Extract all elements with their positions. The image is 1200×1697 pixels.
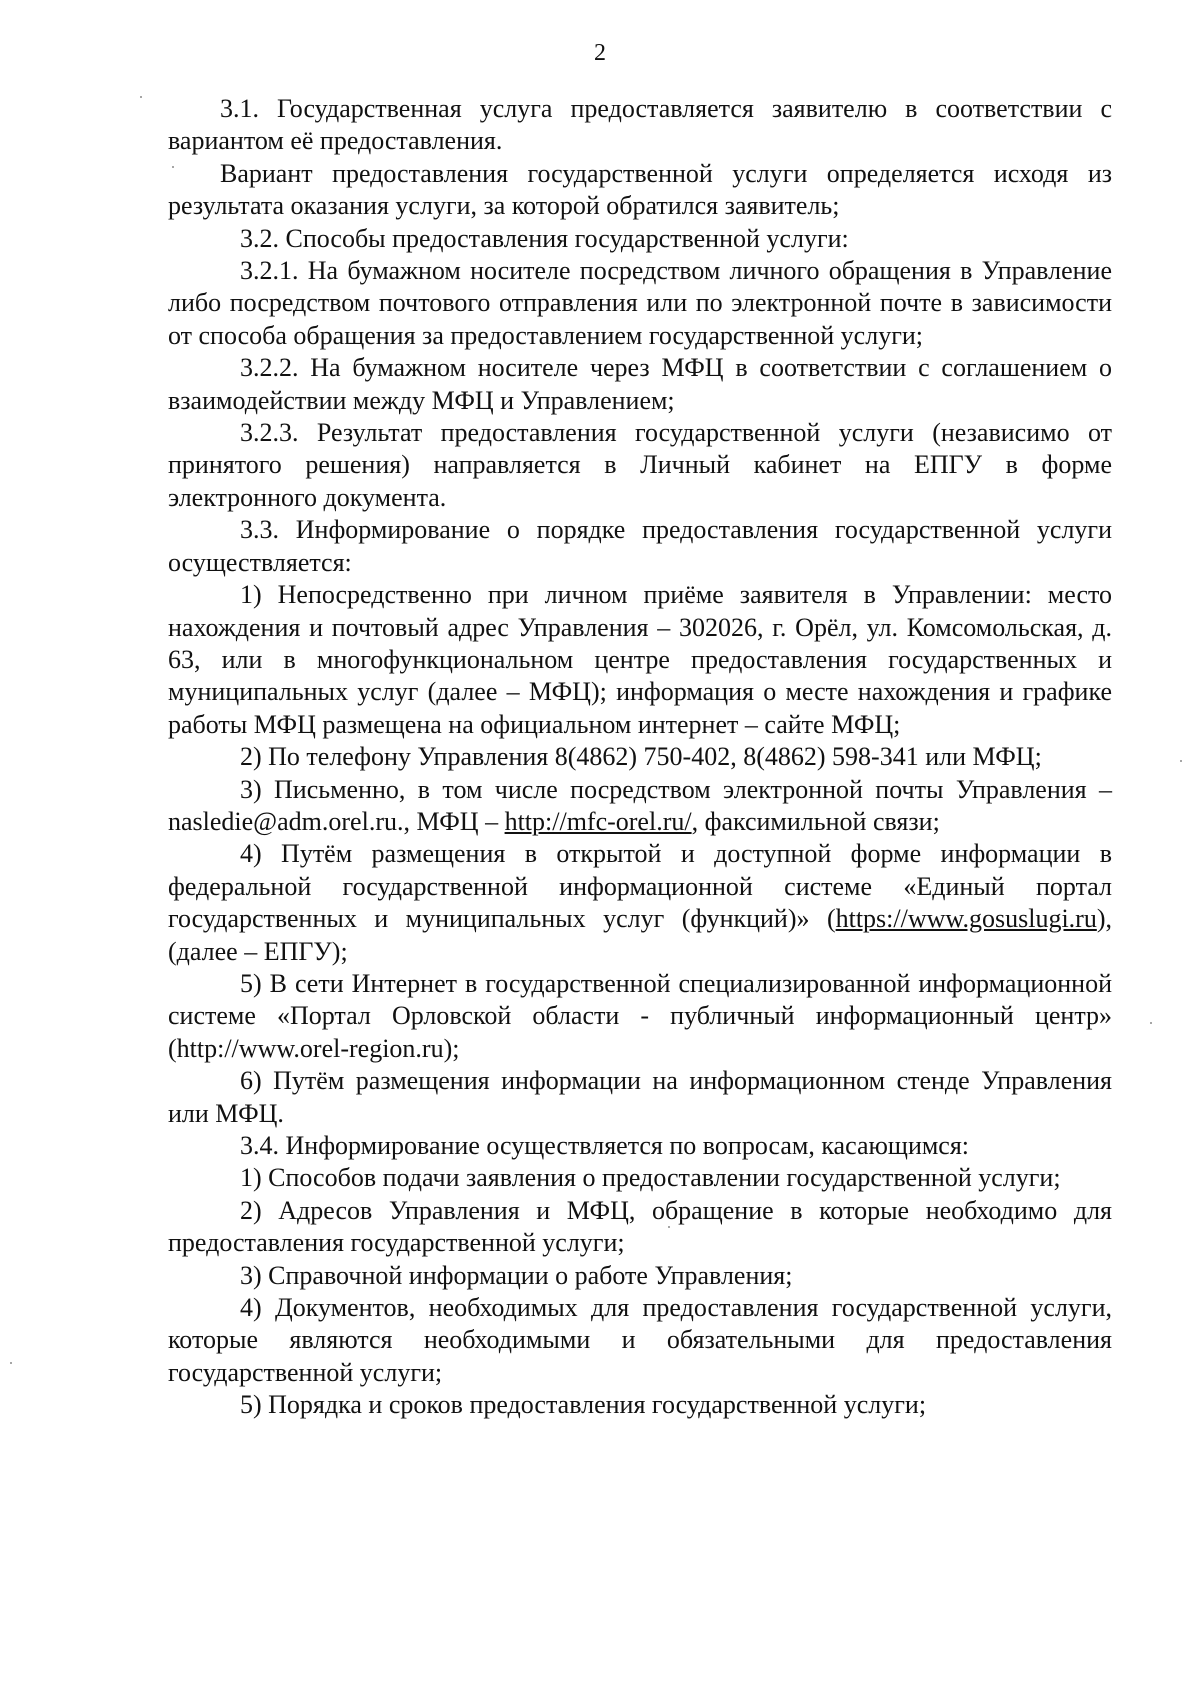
list-item-3-3-4-text: 4) Путём размещения в открытой и доступной форме информации в федеральной государственной информационной системе «Единый портал государственных и муниципальных услуг (функций)» ( bbox=[168, 839, 1112, 934]
list-item-3-3-3-text: 3) Письменно, в том числе посредством электронной почты Управления – nasledie@adm.orel.ru., МФЦ – bbox=[168, 774, 1112, 836]
list-item-3-4-4: 4) Документов, необходимых для предоставления государственной услуги, которые являются необходимыми и обязательными для предоставления государственной услуги; bbox=[168, 1293, 1112, 1387]
list-item-3-3-4 bbox=[168, 838, 1112, 968]
list-item-3-4-1: 1) Способов подачи заявления о предоставлении государственной услуги; bbox=[240, 1163, 1061, 1193]
paragraph-3-2: 3.2. Способы предоставления государственной услуги: bbox=[240, 223, 849, 253]
scan-speck bbox=[1150, 1022, 1152, 1024]
paragraph-3-2-2: 3.2.2. На бумажном носителе через МФЦ в соответствии с соглашением о взаимодействии между МФЦ и Управлением; bbox=[168, 353, 1112, 415]
paragraph-3-2-1: 3.2.1. На бумажном носителе посредством личного обращения в Управление либо посредством почтового отправления или по электронной почте в зависимости от способа обращения за предоставлением государственной услуги; bbox=[168, 256, 1112, 350]
scan-speck bbox=[1180, 760, 1182, 762]
gosuslugi-link[interactable]: https://www.gosuslugi.ru bbox=[835, 904, 1097, 934]
paragraph-3-1: 3.1. Государственная услуга предоставляется заявителю в соответствии с вариантом её предоставления. bbox=[168, 94, 1112, 156]
list-item-3-4-3: 3) Справочной информации о работе Управления; bbox=[240, 1260, 793, 1290]
document-body bbox=[168, 93, 1112, 1422]
scan-speck bbox=[172, 166, 174, 168]
paragraph-3-2-3: 3.2.3. Результат предоставления государственной услуги (независимо от принятого решения) направляется в Личный кабинет на ЕПГУ в форме электронного документа. bbox=[168, 418, 1112, 512]
list-item-3-3-3-tail: , факсимильной связи; bbox=[691, 806, 940, 836]
list-item-3-4-5: 5) Порядка и сроков предоставления государственной услуги; bbox=[240, 1390, 927, 1420]
list-item-3-3-5: 5) В сети Интернет в государственной специализированной информационной системе «Портал Орловской области - публичный информационный центр» (http://www.orel-region.ru); bbox=[168, 968, 1112, 1063]
list-item-3-3-2: 2) По телефону Управления 8(4862) 750-402, 8(4862) 598-341 или МФЦ; bbox=[240, 742, 1042, 772]
mfc-website-link[interactable]: http://mfc-orel.ru/ bbox=[504, 806, 692, 836]
paragraph-3-4: 3.4. Информирование осуществляется по вопросам, касающимся: bbox=[240, 1131, 970, 1160]
list-item-3-4-2: 2) Адресов Управления и МФЦ, обращение в которые необходимо для предоставления государственной услуги; bbox=[168, 1195, 1112, 1258]
scan-speck bbox=[140, 96, 142, 98]
list-item-3-3-1: 1) Непосредственно при личном приёме заявителя в Управлении: место нахождения и почтовый адрес Управления – 302026, г. Орёл, ул. Комсомольская, д. 63, или в многофункциональном центре предоставления государственных и муниципальных услуг (далее – МФЦ); информация о месте нахождения и графике работы МФЦ размещена на официальном интернет – сайте МФЦ; bbox=[168, 580, 1112, 739]
list-item-3-3-3 bbox=[168, 774, 1112, 839]
list-item-3-3-6: 6) Путём размещения информации на информационном стенде Управления или МФЦ. bbox=[168, 1066, 1112, 1128]
page-number: 2 bbox=[594, 40, 606, 66]
paragraph-variant: Вариант предоставления государственной услуги определяется исходя из результата оказания услуги, за которой обратился заявитель; bbox=[168, 158, 1112, 221]
paragraph-3-3: 3.3. Информирование о порядке предоставления государственной услуги осуществляется: bbox=[168, 515, 1112, 577]
scan-speck bbox=[668, 1226, 670, 1228]
scan-speck bbox=[10, 1362, 12, 1364]
list-item-3-3-4-tail: ), (далее – ЕПГУ); bbox=[168, 904, 1112, 966]
